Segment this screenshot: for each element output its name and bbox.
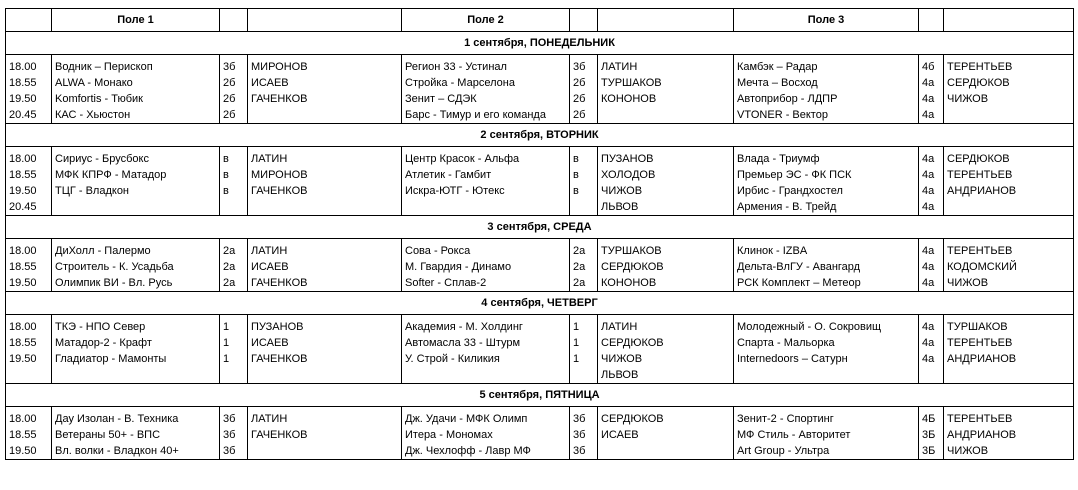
time-cell: 19.50 — [6, 443, 52, 460]
time-cell: 18.55 — [6, 167, 52, 183]
field1-match: Олимпик ВИ - Вл. Русь — [52, 275, 220, 292]
field1-match: Дау Изолан - В. Техника — [52, 411, 220, 427]
field3-match: Камбэк – Радар — [734, 59, 919, 75]
field1-match: ТКЭ - НПО Север — [52, 319, 220, 335]
field2-match: Сова - Рокса — [402, 243, 570, 259]
field2-referee: СЕРДЮКОВ — [598, 259, 734, 275]
field1-match: МФК КПРФ - Матадор — [52, 167, 220, 183]
field3-match: РСК Комплект – Метеор — [734, 275, 919, 292]
field2-group: 3б — [570, 443, 598, 460]
field1-match: Строитель - К. Усадьба — [52, 259, 220, 275]
field3-group: 4а — [919, 199, 944, 216]
field1-match: КАС - Хьюстон — [52, 107, 220, 124]
field3-referee: ТЕРЕНТЬЕВ — [944, 59, 1074, 75]
field3-group: 4а — [919, 183, 944, 199]
field2-match: Дж. Удачи - МФК Олимп — [402, 411, 570, 427]
field1-match: ДиХолл - Палермо — [52, 243, 220, 259]
field1-group — [220, 367, 248, 384]
field2-match: Зенит – СДЭК — [402, 91, 570, 107]
time-cell: 18.00 — [6, 411, 52, 427]
field2-group: 2а — [570, 243, 598, 259]
day-title: 1 сентября, ПОНЕДЕЛЬНИК — [6, 32, 1074, 55]
match-row — [6, 443, 1074, 460]
field2-group: 2а — [570, 275, 598, 292]
field1-group: 3б — [220, 443, 248, 460]
field3-group: 3Б — [919, 427, 944, 443]
field3-referee: СЕРДЮКОВ — [944, 75, 1074, 91]
field2-match: Искра-ЮТГ - Ютекс — [402, 183, 570, 199]
field3-match: Спарта - Мальорка — [734, 335, 919, 351]
field2-group: в — [570, 183, 598, 199]
field1-match: Матадор-2 - Крафт — [52, 335, 220, 351]
time-cell: 18.55 — [6, 335, 52, 351]
field1-referee: ИСАЕВ — [248, 75, 402, 91]
field3-group: 4а — [919, 259, 944, 275]
day-title: 2 сентября, ВТОРНИК — [6, 124, 1074, 147]
day-header-row — [6, 32, 1074, 55]
field1-match — [52, 199, 220, 216]
field1-match: ALWA - Монако — [52, 75, 220, 91]
day-title: 3 сентября, СРЕДА — [6, 216, 1074, 239]
field3-match — [734, 367, 919, 384]
field1-referee — [248, 107, 402, 124]
match-row — [6, 259, 1074, 275]
match-row — [6, 107, 1074, 124]
time-cell: 20.45 — [6, 199, 52, 216]
field1-group: 1 — [220, 351, 248, 367]
match-row — [6, 75, 1074, 91]
field1-group: 2б — [220, 75, 248, 91]
field2-match — [402, 199, 570, 216]
day-header-row — [6, 124, 1074, 147]
field1-group: 1 — [220, 319, 248, 335]
time-cell: 20.45 — [6, 107, 52, 124]
field2-group: 2б — [570, 107, 598, 124]
match-row — [6, 335, 1074, 351]
time-cell: 19.50 — [6, 183, 52, 199]
field1-group: 3б — [220, 427, 248, 443]
field3-group: 4а — [919, 75, 944, 91]
header-field1: Поле 1 — [52, 9, 220, 32]
field1-group: в — [220, 183, 248, 199]
field3-match: Премьер ЭС - ФК ПСК — [734, 167, 919, 183]
header-blank — [570, 9, 598, 32]
field2-group: 3б — [570, 411, 598, 427]
field3-match: МФ Стиль - Авторитет — [734, 427, 919, 443]
field1-group — [220, 199, 248, 216]
field1-referee: ГАЧЕНКОВ — [248, 427, 402, 443]
field2-match: У. Строй - Киликия — [402, 351, 570, 367]
field2-match: Регион 33 - Устинал — [402, 59, 570, 75]
field1-match: ТЦГ - Владкон — [52, 183, 220, 199]
field3-group: 4а — [919, 275, 944, 292]
time-cell: 18.55 — [6, 427, 52, 443]
field1-referee: ИСАЕВ — [248, 335, 402, 351]
field1-referee: ГАЧЕНКОВ — [248, 351, 402, 367]
field1-referee: ИСАЕВ — [248, 259, 402, 275]
field2-group — [570, 367, 598, 384]
day-title: 4 сентября, ЧЕТВЕРГ — [6, 292, 1074, 315]
field3-match: Мечта – Восход — [734, 75, 919, 91]
match-row — [6, 199, 1074, 216]
field3-group: 3Б — [919, 443, 944, 460]
match-row — [6, 411, 1074, 427]
field2-match: М. Гвардия - Динамо — [402, 259, 570, 275]
field3-group: 4Б — [919, 411, 944, 427]
field2-group: 2а — [570, 259, 598, 275]
header-time-cell — [6, 9, 52, 32]
field1-group: 2а — [220, 243, 248, 259]
day-header-row — [6, 216, 1074, 239]
field3-group: 4а — [919, 167, 944, 183]
field2-referee — [598, 107, 734, 124]
field3-group: 4а — [919, 319, 944, 335]
match-row — [6, 351, 1074, 367]
header-blank — [944, 9, 1074, 32]
field3-match: Клинок - IZBA — [734, 243, 919, 259]
field1-match: Ветераны 50+ - ВПС — [52, 427, 220, 443]
match-row — [6, 91, 1074, 107]
field3-referee: ТЕРЕНТЬЕВ — [944, 167, 1074, 183]
field2-referee: ИСАЕВ — [598, 427, 734, 443]
field1-match: Водник – Перископ — [52, 59, 220, 75]
field2-match: Атлетик - Гамбит — [402, 167, 570, 183]
time-cell: 18.00 — [6, 59, 52, 75]
field1-group: 3б — [220, 59, 248, 75]
day-title: 5 сентября, ПЯТНИЦА — [6, 384, 1074, 407]
field1-referee: ЛАТИН — [248, 243, 402, 259]
field3-group: 4а — [919, 243, 944, 259]
field3-referee: ЧИЖОВ — [944, 275, 1074, 292]
field1-referee: МИРОНОВ — [248, 59, 402, 75]
field3-referee — [944, 107, 1074, 124]
field1-group: 1 — [220, 335, 248, 351]
header-blank — [919, 9, 944, 32]
field3-referee: ТУРШАКОВ — [944, 319, 1074, 335]
field3-match: Автоприбор - ЛДПР — [734, 91, 919, 107]
field2-referee: ПУЗАНОВ — [598, 151, 734, 167]
header-field3: Поле 3 — [734, 9, 919, 32]
field3-group: 4а — [919, 351, 944, 367]
field2-group: 3б — [570, 59, 598, 75]
field1-referee: ЛАТИН — [248, 151, 402, 167]
match-row — [6, 275, 1074, 292]
field1-group: 2б — [220, 91, 248, 107]
field3-match: Армения - В. Трейд — [734, 199, 919, 216]
field3-group — [919, 367, 944, 384]
field3-referee: ЧИЖОВ — [944, 91, 1074, 107]
field2-referee: СЕРДЮКОВ — [598, 411, 734, 427]
header-row — [6, 9, 1074, 32]
field1-match: Гладиатор - Мамонты — [52, 351, 220, 367]
field3-referee: ЧИЖОВ — [944, 443, 1074, 460]
schedule-table — [5, 8, 1074, 460]
field2-referee: СЕРДЮКОВ — [598, 335, 734, 351]
field1-group: 2б — [220, 107, 248, 124]
field2-referee: ЛАТИН — [598, 59, 734, 75]
time-cell: 18.00 — [6, 243, 52, 259]
field2-match: Барс - Тимур и его команда — [402, 107, 570, 124]
field2-match: Дж. Чехлофф - Лавр МФ — [402, 443, 570, 460]
field2-match: Академия - М. Холдинг — [402, 319, 570, 335]
field2-match: Стройка - Марселона — [402, 75, 570, 91]
field1-match: Сириус - Брусбокс — [52, 151, 220, 167]
field1-referee: ПУЗАНОВ — [248, 319, 402, 335]
field1-group: 3б — [220, 411, 248, 427]
field1-referee — [248, 367, 402, 384]
field2-referee: ЛЬВОВ — [598, 367, 734, 384]
field2-referee: ТУРШАКОВ — [598, 243, 734, 259]
field2-group: в — [570, 167, 598, 183]
field2-group: 2б — [570, 91, 598, 107]
field2-group: 1 — [570, 319, 598, 335]
field1-match: Вл. волки - Владкон 40+ — [52, 443, 220, 460]
field1-referee: ГАЧЕНКОВ — [248, 183, 402, 199]
field2-group: 1 — [570, 351, 598, 367]
field2-referee — [598, 443, 734, 460]
field2-referee: ТУРШАКОВ — [598, 75, 734, 91]
field2-referee: КОНОНОВ — [598, 275, 734, 292]
match-row — [6, 367, 1074, 384]
match-row — [6, 319, 1074, 335]
schedule-body — [6, 9, 1074, 460]
field3-match: Ирбис - Грандхостел — [734, 183, 919, 199]
field3-match: VTONER - Вектор — [734, 107, 919, 124]
field3-group: 4а — [919, 107, 944, 124]
field1-group: в — [220, 151, 248, 167]
field3-referee: КОДОМСКИЙ — [944, 259, 1074, 275]
time-cell: 18.55 — [6, 75, 52, 91]
time-cell: 18.55 — [6, 259, 52, 275]
field3-match: Art Group - Ультра — [734, 443, 919, 460]
field1-match — [52, 367, 220, 384]
field3-match: Влада - Триумф — [734, 151, 919, 167]
field3-referee: ТЕРЕНТЬЕВ — [944, 411, 1074, 427]
field3-referee: ТЕРЕНТЬЕВ — [944, 243, 1074, 259]
field2-referee: КОНОНОВ — [598, 91, 734, 107]
field2-group: 1 — [570, 335, 598, 351]
match-row — [6, 59, 1074, 75]
field3-referee — [944, 367, 1074, 384]
field1-group: в — [220, 167, 248, 183]
match-row — [6, 167, 1074, 183]
field1-group: 2а — [220, 275, 248, 292]
time-cell: 18.00 — [6, 151, 52, 167]
field1-referee — [248, 443, 402, 460]
field2-match: Центр Красок - Альфа — [402, 151, 570, 167]
match-row — [6, 183, 1074, 199]
field3-referee: АНДРИАНОВ — [944, 351, 1074, 367]
field3-group: 4б — [919, 59, 944, 75]
field3-referee: АНДРИАНОВ — [944, 183, 1074, 199]
field1-match: Komfortis - Тюбик — [52, 91, 220, 107]
field2-match — [402, 367, 570, 384]
field1-referee: ГАЧЕНКОВ — [248, 91, 402, 107]
time-cell: 19.50 — [6, 91, 52, 107]
field2-match: Итера - Мономах — [402, 427, 570, 443]
field3-group: 4а — [919, 151, 944, 167]
field3-group: 4а — [919, 335, 944, 351]
field2-match: Softer - Сплав-2 — [402, 275, 570, 292]
time-cell: 19.50 — [6, 275, 52, 292]
field2-group: в — [570, 151, 598, 167]
field1-referee: МИРОНОВ — [248, 167, 402, 183]
field1-referee: ЛАТИН — [248, 411, 402, 427]
day-header-row — [6, 384, 1074, 407]
field2-group — [570, 199, 598, 216]
field3-match: Дельта-ВлГУ - Авангард — [734, 259, 919, 275]
field3-match: Молодежный - О. Сокровищ — [734, 319, 919, 335]
field1-group: 2а — [220, 259, 248, 275]
time-cell: 19.50 — [6, 351, 52, 367]
field2-referee: ЧИЖОВ — [598, 351, 734, 367]
match-row — [6, 151, 1074, 167]
time-cell — [6, 367, 52, 384]
field1-referee: ГАЧЕНКОВ — [248, 275, 402, 292]
day-header-row — [6, 292, 1074, 315]
field2-referee: ЧИЖОВ — [598, 183, 734, 199]
field2-referee: ХОЛОДОВ — [598, 167, 734, 183]
field3-referee: СЕРДЮКОВ — [944, 151, 1074, 167]
field3-referee — [944, 199, 1074, 216]
header-blank — [220, 9, 248, 32]
match-row — [6, 427, 1074, 443]
header-blank — [248, 9, 402, 32]
field3-referee: АНДРИАНОВ — [944, 427, 1074, 443]
header-blank — [598, 9, 734, 32]
field2-referee: ЛАТИН — [598, 319, 734, 335]
header-field2: Поле 2 — [402, 9, 570, 32]
field2-group: 2б — [570, 75, 598, 91]
field3-group: 4а — [919, 91, 944, 107]
time-cell: 18.00 — [6, 319, 52, 335]
field1-referee — [248, 199, 402, 216]
field3-referee: ТЕРЕНТЬЕВ — [944, 335, 1074, 351]
field2-match: Автомасла 33 - Штурм — [402, 335, 570, 351]
field3-match: Internedoors – Сатурн — [734, 351, 919, 367]
field2-group: 3б — [570, 427, 598, 443]
match-row — [6, 243, 1074, 259]
field2-referee: ЛЬВОВ — [598, 199, 734, 216]
field3-match: Зенит-2 - Спортинг — [734, 411, 919, 427]
